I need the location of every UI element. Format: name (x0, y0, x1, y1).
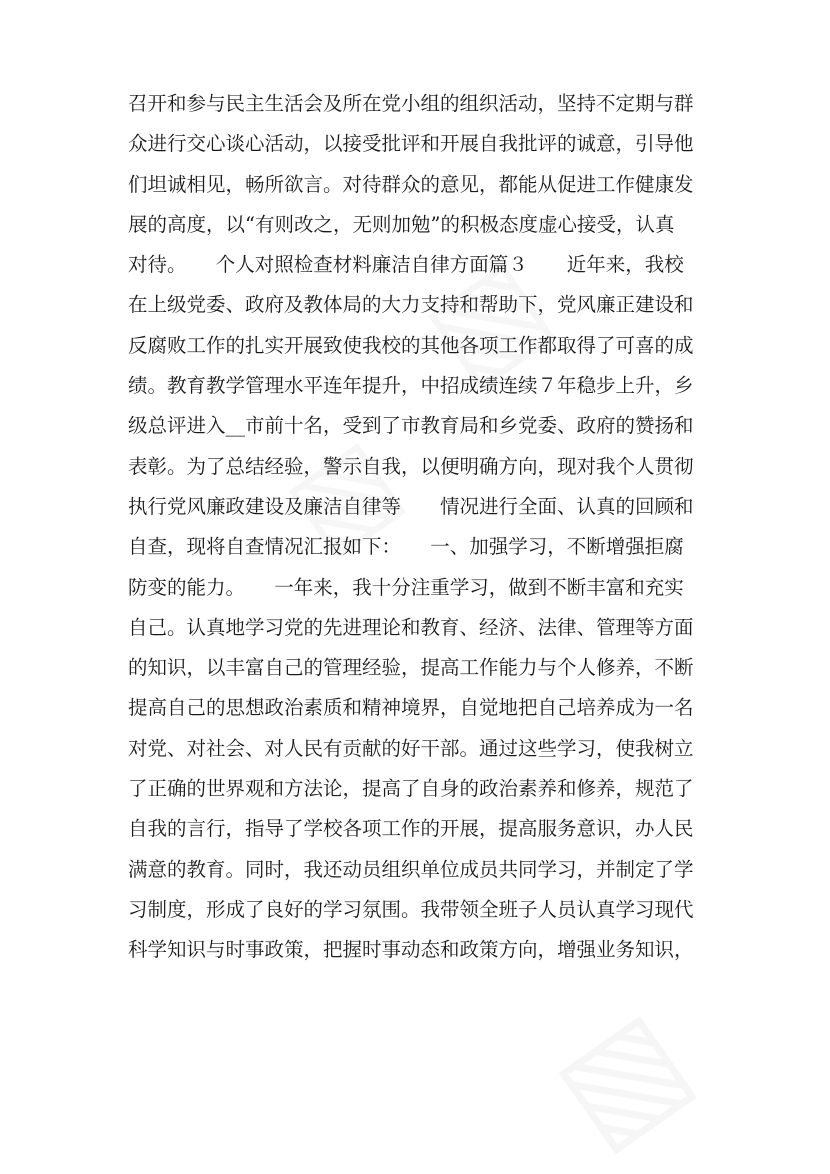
text-line: 科学知识与时事政策，把握时事动态和政策方向，增强业务知识， (128, 938, 694, 962)
text-line: 自我的言行，指导了学校各项工作的开展，提高服务意识，办人民 (128, 817, 694, 841)
text-line: 执行党风廉政建设及廉洁自律等 情况进行全面、认真的回顾和 (128, 494, 694, 518)
text-line: 级总评进入__市前十名，受到了市教育局和乡党委、政府的赞扬和 (128, 414, 694, 438)
body-text (128, 84, 708, 971)
text-line: 的知识，以丰富自己的管理经验，提高工作能力与个人修养，不断 (128, 656, 694, 680)
text-line: 满意的教育。同时，我还动员组织单位成员共同学习，并制定了学 (128, 857, 694, 881)
text-line: 自查，现将自查情况汇报如下： 一、加强学习，不断增强拒腐 (128, 535, 684, 559)
text-line: 展的高度，以“有则改之，无则加勉”的积极态度虚心接受，认真 (128, 212, 675, 236)
text-line: 自己。认真地学习党的先进理论和教育、经济、法律、管理等方面 (128, 615, 694, 639)
text-line: 召开和参与民主生活会及所在党小组的组织活动，坚持不定期与群 (128, 92, 694, 115)
text-line: 对待。 个人对照检查材料廉洁自律方面篇３ 近年来，我校 (128, 253, 684, 277)
text-line: 了正确的世界观和方法论，提高了自身的政治素养和修养，规范了 (128, 777, 694, 801)
text-line: 习制度，形成了良好的学习氛围。我带领全班子人员认真学习现代 (128, 897, 694, 921)
text-line: 们坦诚相见，畅所欲言。对待群众的意见，都能从促进工作健康发 (128, 172, 694, 196)
text-line: 提高自己的思想政治素质和精神境界，自觉地把自己培养成为一名 (128, 696, 694, 720)
text-line: 反腐败工作的扎实开展致使我校的其他各项工作都取得了可喜的成 (128, 333, 694, 357)
watermark (528, 979, 716, 1174)
text-line: 对党、对社会、对人民有贡献的好干部。通过这些学习，使我树立 (128, 736, 694, 760)
text-line: 在上级党委、政府及教体局的大力支持和帮助下，党风廉正建设和 (128, 293, 694, 317)
text-line: 表彰。为了总结经验，警示自我，以便明确方向，现对我个人贯彻 (128, 454, 694, 478)
text-line: 众进行交心谈心活动，以接受批评和开展自我批评的诚意，引导他 (128, 132, 694, 156)
text-line: 防变的能力。 一年来，我十分注重学习，做到不断丰富和充实 (128, 575, 684, 599)
text-line: 绩。教育教学管理水平连年提升，中招成绩连续７年稳步上升，乡 (128, 374, 694, 398)
